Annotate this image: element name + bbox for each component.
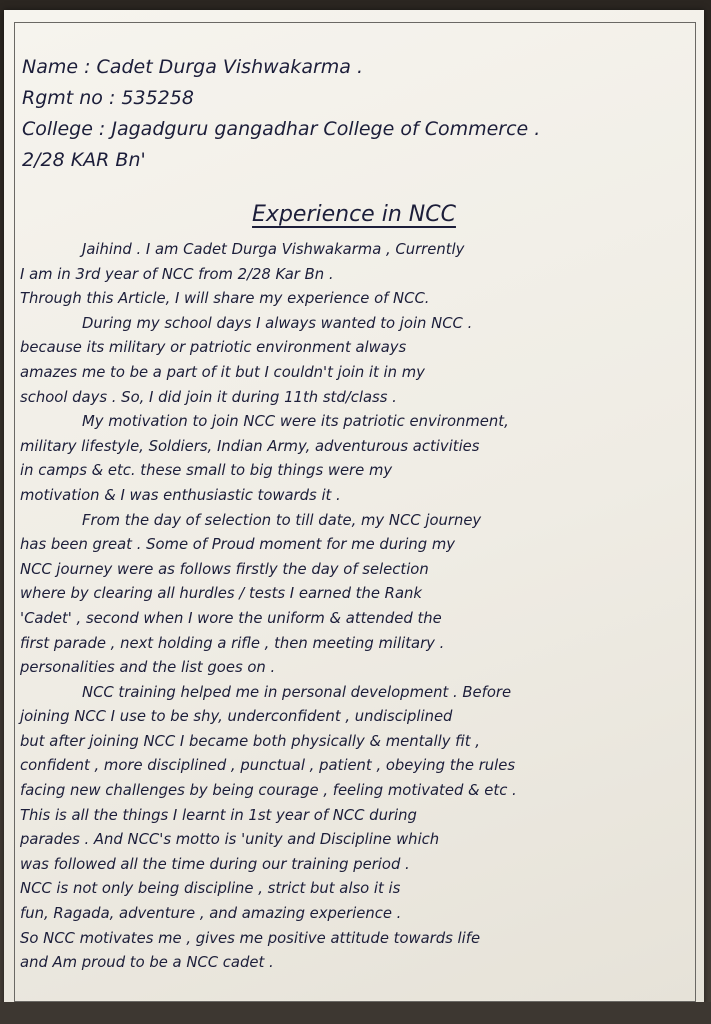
essay-line: During my school days I always wanted to join NCC . [82,314,473,332]
essay-line: NCC training helped me in personal development . Before [82,683,512,701]
essay-line: parades . And NCC's motto is 'unity and Discipline which [20,831,440,849]
essay-line: Jaihind . I am Cadet Durga Vishwakarma , Currently [82,241,465,258]
essay-line: where by clearing all hurdles / tests I earned the Rank [20,585,422,603]
essay-line: NCC is not only being discipline , strict but also it is [20,880,401,898]
essay-line: and Am proud to be a NCC cadet . [20,954,274,972]
essay-line: My motivation to join NCC were its patriotic environment, [82,413,509,431]
essay-line: facing new challenges by being courage , feeling motivated & etc . [20,782,517,800]
essay-line: So NCC motivates me , gives me positive attitude towards life [20,929,481,947]
essay-line: fun, Ragada, adventure , and amazing experience . [20,905,402,923]
essay-line: From the day of selection to till date, my NCC journey [82,511,482,529]
essay-line: NCC journey were as follows firstly the day of selection [20,560,429,578]
essay-line: Through this Article, I will share my experience of NCC. [20,290,430,308]
battalion: 2/28 KAR Bn' [22,149,146,171]
essay-line: first parade , next holding a rifle , then meeting military . [20,634,445,652]
essay-line: but after joining NCC I became both physically & mentally fit , [20,732,480,750]
essay-line: because its military or patriotic environment always [20,339,407,357]
table-surface [0,1002,711,1024]
essay-line: I am in 3rd year of NCC from 2/28 Kar Bn . [20,265,334,283]
essay-line: in camps & etc. these small to big things were my [20,462,393,480]
essay-title [4,202,704,227]
college-name: College : Jagadguru gangadhar College of Commerce . [22,118,541,140]
essay-line: military lifestyle, Soldiers, Indian Army, adventurous activities [20,437,480,455]
essay-line: confident , more disciplined , punctual , patient , obeying the rules [20,757,516,775]
essay-line: This is all the things I learnt in 1st year of NCC during [20,806,417,824]
essay-line: amazes me to be a part of it but I couldn't join it in my [20,363,425,381]
essay-line: has been great . Some of Proud moment for me during my [20,536,456,554]
essay-body [20,238,692,976]
regiment-number: Rgmt no : 535258 [22,87,194,109]
essay-line: personalities and the list goes on . [20,659,276,677]
essay-line: was followed all the time during our training period . [20,855,410,873]
cadet-name: Name : Cadet Durga Vishwakarma . [22,56,363,78]
essay-title-text: Experience in NCC [252,202,456,227]
header-block [22,52,540,176]
essay-line: joining NCC I use to be shy, underconfident , undisciplined [20,708,453,726]
essay-line: 'Cadet' , second when I wore the uniform & attended the [20,609,442,627]
essay-line: school days . So, I did join it during 11th std/class . [20,388,397,406]
paper-sheet [4,10,704,1010]
essay-line: motivation & I was enthusiastic towards it . [20,486,341,504]
